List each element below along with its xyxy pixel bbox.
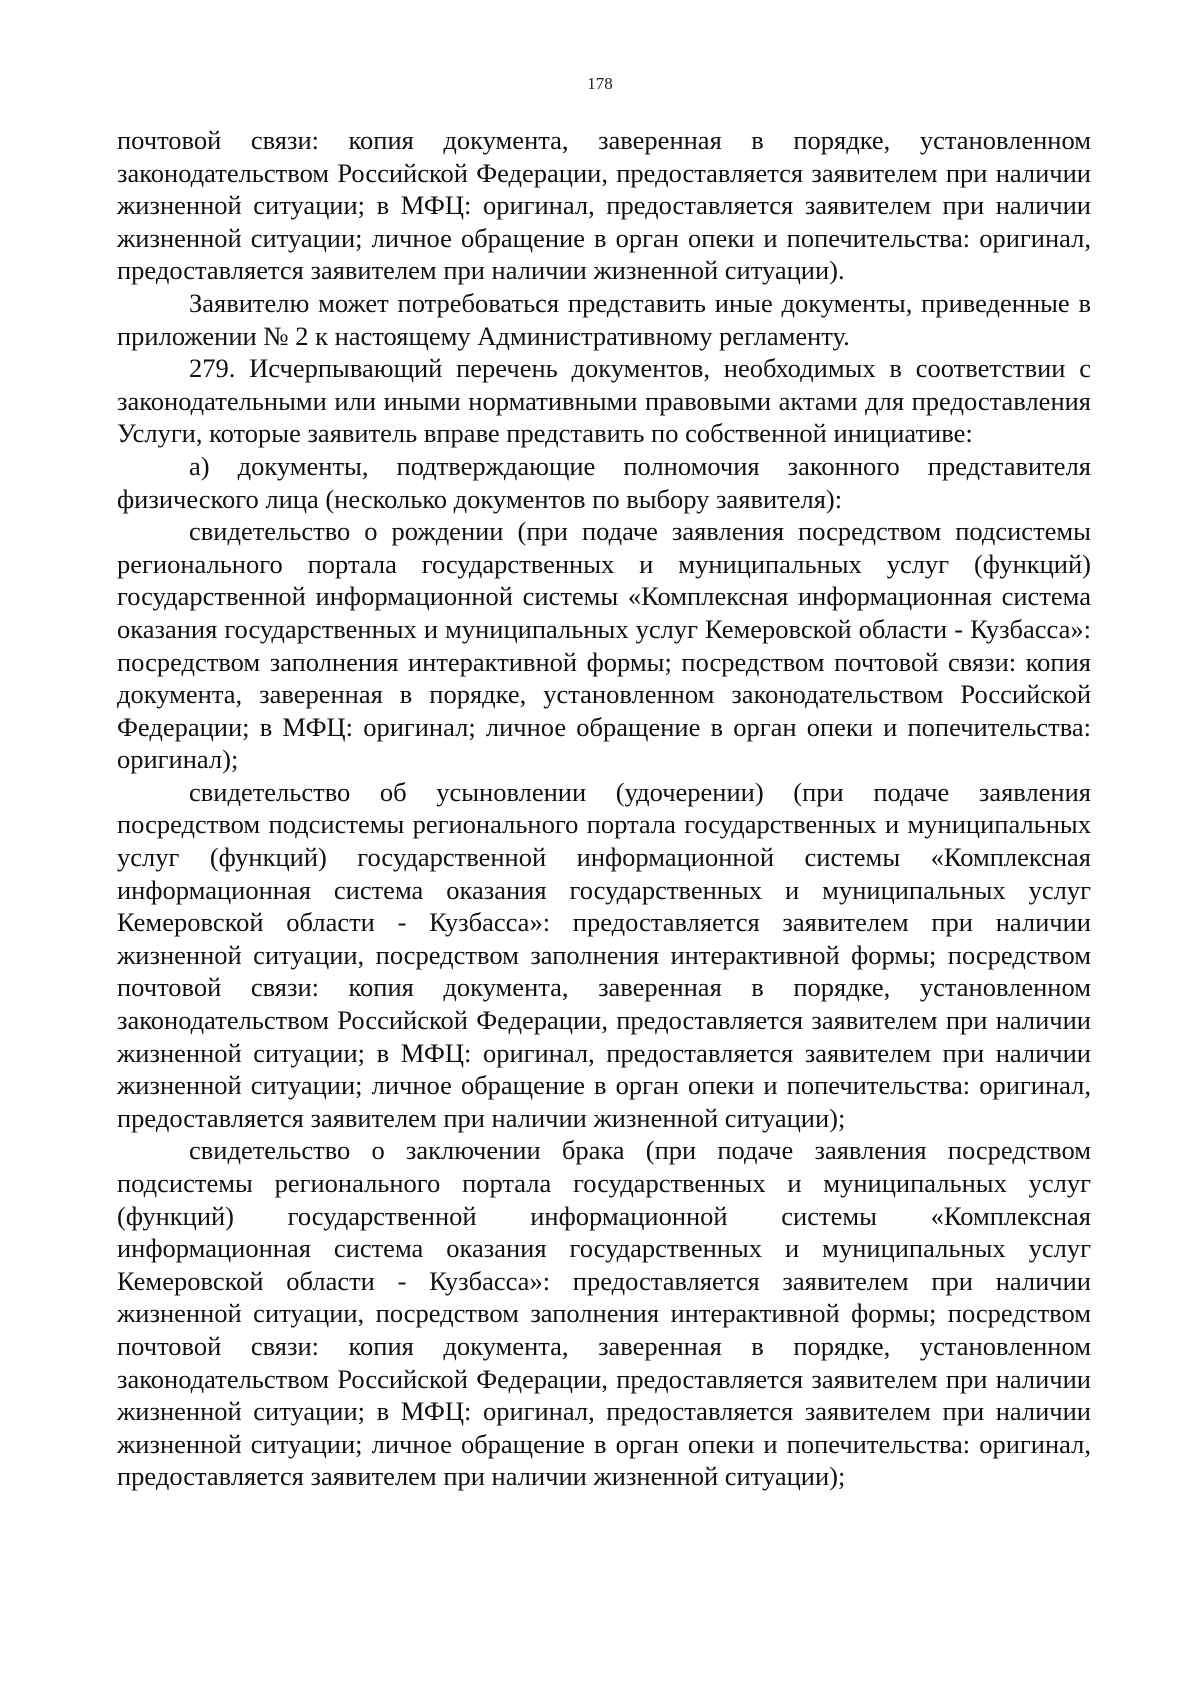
document-body bbox=[117, 124, 1091, 1493]
paragraph-marriage-certificate: свидетельство о заключении брака (при подаче заявления посредством подсистемы регионального портала государственных и муниципальных услуг (функций) государственной информационной системы «Комплексная информационная система оказания государственных и муниципальных услуг Кемеровской области - Кузбасса»: предоставляется заявителем при наличии жизненной ситуации, посредством заполнения интерактивной формы; посредством почтовой связи: копия документа, заверенная в порядке, установленном законодательством Российской Федерации, предоставляется заявителем при наличии жизненной ситуации; в МФЦ: оригинал, предоставляется заявителем при наличии жизненной ситуации; личное обращение в орган опеки и попечительства: оригинал, предоставляется заявителем при наличии жизненной ситуации); bbox=[117, 1135, 1091, 1492]
paragraph-additional-documents-note: Заявителю может потребоваться представить иные документы, приведенные в приложении № 2 к настоящему Административному регламенту. bbox=[117, 287, 1091, 351]
paragraph-section-279: 279. Исчерпывающий перечень документов, необходимых в соответствии с законодательными или иными нормативными правовыми актами для предоставления Услуги, которые заявитель вправе представить по собственной инициативе: bbox=[117, 353, 1091, 449]
page-number: 178 bbox=[587, 74, 613, 93]
paragraph-adoption-certificate: свидетельство об усыновлении (удочерении) (при подаче заявления посредством подсистемы регионального портала государственных и муниципальных услуг (функций) государственной информационной системы «Комплексная информационная система оказания государственных и муниципальных услуг Кемеровской области - Кузбасса»: предоставляется заявителем при наличии жизненной ситуации, посредством заполнения интерактивной формы; посредством почтовой связи: копия документа, заверенная в порядке, установленном законодательством Российской Федерации, предоставляется заявителем при наличии жизненной ситуации; в МФЦ: оригинал, предоставляется заявителем при наличии жизненной ситуации; личное обращение в орган опеки и попечительства: оригинал, предоставляется заявителем при наличии жизненной ситуации); bbox=[117, 776, 1091, 1133]
paragraph-birth-certificate: свидетельство о рождении (при подаче заявления посредством подсистемы регионального портала государственных и муниципальных услуг (функций) государственной информационной системы «Комплексная информационная система оказания государственных и муниципальных услуг Кемеровской области - Кузбасса»: посредством заполнения интерактивной формы; посредством почтовой связи: копия документа, заверенная в порядке, установленном законодательством Российской Федерации; в МФЦ: оригинал; личное обращение в орган опеки и попечительства: оригинал); bbox=[117, 516, 1091, 775]
paragraph-continuation: почтовой связи: копия документа, заверенная в порядке, установленном законодательством Российской Федерации, предоставляется заявителем при наличии жизненной ситуации; в МФЦ: оригинал, предоставляется заявителем при наличии жизненной ситуации; личное обращение в орган опеки и попечительства: оригинал, предоставляется заявителем при наличии жизненной ситуации). bbox=[117, 125, 1091, 286]
paragraph-item-a: а) документы, подтверждающие полномочия законного представителя физического лица (несколько документов по выбору заявителя): bbox=[117, 450, 1091, 514]
